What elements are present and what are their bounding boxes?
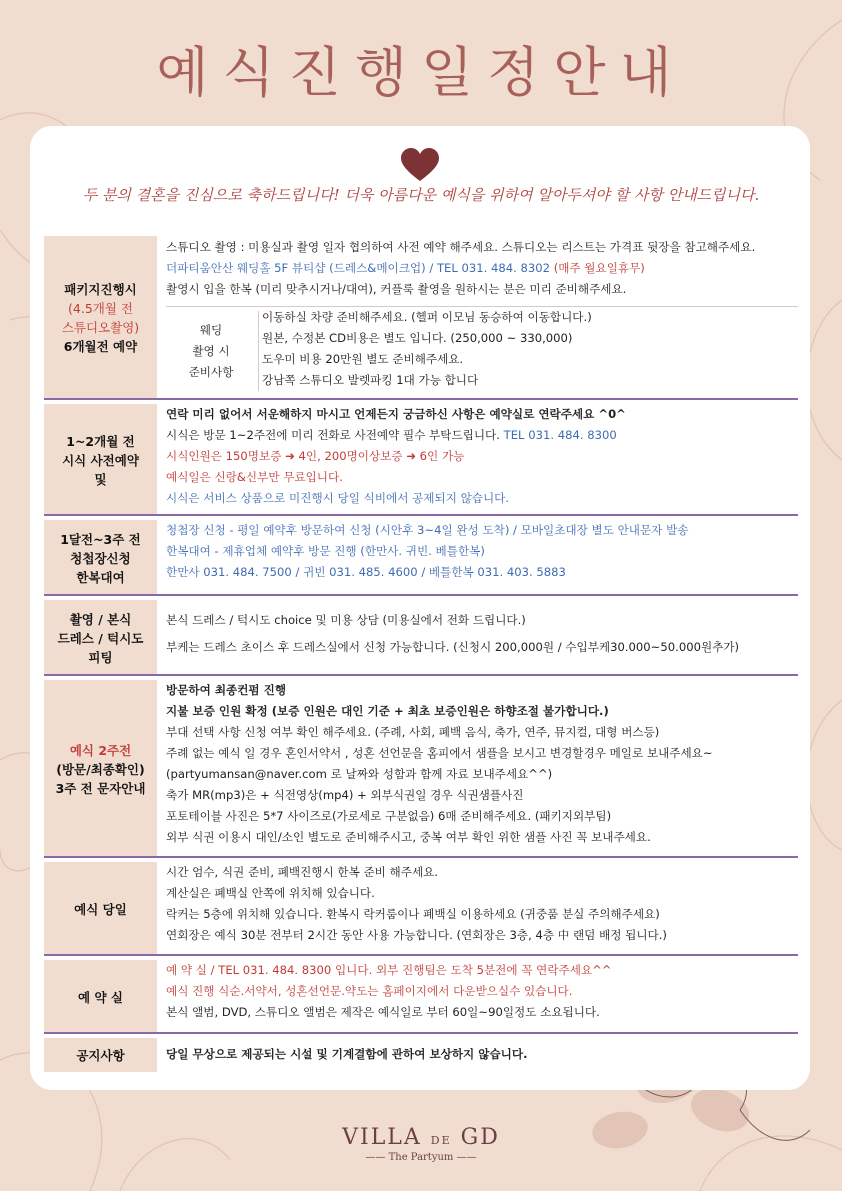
info-line: 예식 진행 식순.서약서, 성혼선언문.약도는 홈페이지에서 다운받으실수 있습니다. bbox=[166, 984, 573, 998]
label-line: 피팅 bbox=[88, 649, 113, 665]
label-line: 공지사항 bbox=[76, 1047, 125, 1063]
info-line: 부대 선택 사항 신청 여부 확인 해주세요. (주례, 사회, 폐백 음식, 축가, 연주, 뮤지컬, 대형 버스등) bbox=[166, 725, 660, 739]
info-line: 연회장은 예식 30분 전부터 2시간 동안 사용 가능합니다. (연회장은 3층, 4층 中 랜덤 배정 됩니다.) bbox=[166, 928, 667, 942]
info-text: 시식은 방문 1~2주전에 미리 전화로 사전예약 필수 부탁드립니다. bbox=[166, 428, 504, 442]
label-line: (4.5개월 전 bbox=[68, 301, 133, 316]
info-line: 축가 MR(mp3)은 + 식전영상(mp4) + 외부식권일 경우 식권샘플사진 bbox=[166, 788, 524, 802]
section-package bbox=[44, 236, 798, 400]
wedding-shoot-prep bbox=[166, 307, 798, 395]
section-content bbox=[166, 960, 798, 1023]
info-line: 스튜디오 촬영 : 미용실과 촬영 일자 협의하여 사전 예약 해주세요. 스튜디오는 리스트는 가격표 뒷장을 참고해주세요. bbox=[166, 240, 756, 254]
label-line: 촬영 / 본식 bbox=[69, 611, 132, 627]
section-content bbox=[166, 404, 798, 509]
info-line: 당일 무상으로 제공되는 시설 및 기계결함에 관하여 보상하지 않습니다. bbox=[166, 1047, 528, 1061]
info-line: 본식 드레스 / 턱시도 choice 및 미용 상담 (미용실에서 전화 드립니다.) bbox=[166, 613, 526, 627]
section-content bbox=[166, 610, 798, 658]
label-line: 스튜디오촬영) bbox=[61, 320, 140, 335]
section-notice bbox=[44, 1038, 798, 1072]
sub-label-line: 촬영 시 bbox=[192, 343, 230, 358]
heart-icon bbox=[400, 148, 440, 182]
label-line: 청첩장신청 bbox=[70, 550, 131, 566]
holiday-note: (매주 월요일휴무) bbox=[553, 261, 645, 275]
label-line: 6개월전 예약 bbox=[63, 339, 138, 354]
label-line: 한복대여 bbox=[76, 569, 125, 585]
info-line: 강남쪽 스튜디오 발렛파킹 1대 가능 합니다 bbox=[262, 373, 479, 387]
info-line: 시식은 서비스 상품으로 미진행시 당일 식비에서 공제되지 않습니다. bbox=[166, 491, 510, 505]
info-line: 부케는 드레스 초이스 후 드레스실에서 신청 가능합니다. (신청시 200,000원 / 수입부케30.000~50.000원추가) bbox=[166, 640, 740, 654]
section-label bbox=[44, 600, 157, 676]
section-content bbox=[166, 520, 798, 583]
info-line: 한복대여 - 제휴업체 예약후 방문 진행 (한만사. 귀빈. 베틀한복) bbox=[166, 544, 485, 558]
section-label bbox=[44, 960, 157, 1034]
info-line: 한만사 031. 484. 7500 / 귀빈 031. 485. 4600 / 베틀한복 031. 403. 5883 bbox=[166, 565, 566, 579]
logo-text-de: DE bbox=[430, 1134, 452, 1147]
info-text: 시식인원은 150명보증 bbox=[166, 449, 286, 463]
info-line: 도우미 비용 20만원 별도 준비해주세요. bbox=[262, 352, 464, 366]
info-line bbox=[166, 446, 798, 467]
info-text: 6인 가능 bbox=[416, 449, 465, 463]
label-line: 예 약 실 bbox=[78, 989, 123, 1005]
logo-text-villa: VILLA bbox=[342, 1125, 422, 1150]
info-line: 연락 미리 없어서 서운해하지 마시고 언제든지 궁금하신 사항은 예약실로 연락주세요 ^0^ bbox=[166, 407, 626, 421]
logo-subtitle-text: The Partyum bbox=[388, 1152, 454, 1163]
logo-subtitle: —— The Partyum —— bbox=[365, 1152, 477, 1163]
label-line: 예식 2주전 bbox=[69, 742, 132, 758]
beauty-shop-contact: 더파티움안산 웨딩홀 5F 뷰티샵 (드레스&메이크업) / TEL 031. 484. 8302 bbox=[166, 261, 554, 275]
info-line: 지불 보증 인원 확정 (보증 인원은 대인 기준 + 최초 보증인원은 하향조절 불가합니다.) bbox=[166, 704, 609, 718]
info-line: 예식일은 신랑&신부만 무료입니다. bbox=[166, 470, 343, 484]
section-label bbox=[44, 1038, 157, 1072]
sub-label bbox=[166, 307, 256, 395]
info-line: 청첩장 신청 - 평일 예약후 방문하여 신청 (시안후 3~4일 완성 도착) / 모바일초대장 별도 안내문자 발송 bbox=[166, 523, 689, 537]
info-line: 포토테이블 사진은 5*7 사이즈로(가로세로 구분없음) 6매 준비해주세요. (패키지외부팀) bbox=[166, 809, 612, 823]
section-final-confirmation bbox=[44, 680, 798, 858]
label-line: 1~2개월 전 bbox=[66, 433, 135, 449]
sub-label-line: 준비사항 bbox=[188, 364, 234, 379]
section-content bbox=[166, 236, 798, 395]
intro-message: 두 분의 결혼을 진심으로 축하드립니다! 더욱 아름다운 예식을 위하여 알아두셔야 할 사항 안내드립니다. bbox=[82, 186, 760, 204]
info-line bbox=[166, 425, 798, 446]
info-line: 원본, 수정본 CD비용은 별도 입니다. (250,000 ~ 330,000) bbox=[262, 331, 573, 345]
info-line: 계산실은 폐백실 안쪽에 위치해 있습니다. bbox=[166, 886, 375, 900]
arrow-icon: ➜ bbox=[406, 449, 416, 463]
venue-logo bbox=[0, 1125, 842, 1163]
info-line: 이동하실 차량 준비해주세요. (헬퍼 이모님 동승하여 이동합니다.) bbox=[262, 310, 592, 324]
label-line: 예식 당일 bbox=[74, 901, 127, 917]
info-line: 시간 엄수, 식권 준비, 폐백진행시 한복 준비 해주세요. bbox=[166, 865, 439, 879]
reservation-phone: TEL 031. 484. 8300 bbox=[503, 428, 617, 442]
section-tasting-reservation bbox=[44, 404, 798, 516]
section-label bbox=[44, 680, 157, 858]
info-line: 방문하여 최종컨펌 진행 bbox=[166, 683, 287, 697]
arrow-icon: ➜ bbox=[285, 449, 295, 463]
sub-label-line: 웨딩 bbox=[199, 322, 223, 337]
section-fitting bbox=[44, 600, 798, 676]
label-line: 및 bbox=[94, 471, 107, 487]
label-line: 시식 사전예약 bbox=[62, 452, 139, 468]
info-line: 외부 식권 이용시 대인/소인 별도로 준비해주시고, 중복 여부 확인 위한 샘플 사진 꼭 보내주세요. bbox=[166, 830, 651, 844]
logo-text-gd: GD bbox=[460, 1125, 500, 1150]
label-line: 패키지진행시 bbox=[64, 282, 137, 297]
section-reservation-office bbox=[44, 960, 798, 1034]
label-line: 드레스 / 턱시도 bbox=[57, 630, 144, 646]
label-line: 3주 전 문자안내 bbox=[55, 780, 146, 796]
section-content bbox=[166, 1044, 798, 1065]
info-line: 락커는 5층에 위치해 있습니다. 환복시 락커룸이나 폐백실 이용하세요 (귀중품 분실 주의해주세요) bbox=[166, 907, 660, 921]
section-label bbox=[44, 520, 157, 596]
info-line: 주례 없는 예식 일 경우 혼인서약서 , 성혼 선언문을 홈피에서 샘플을 보시고 변경할경우 메일로 보내주세요~ bbox=[166, 746, 713, 760]
info-text: 4인, 200명이상보증 bbox=[294, 449, 407, 463]
section-label bbox=[44, 236, 157, 400]
label-line: 1달전~3주 전 bbox=[60, 531, 141, 547]
section-label bbox=[44, 404, 157, 516]
info-line: (partyumansan@naver.com 로 날짜와 성함과 함께 자료 보내주세요^^) bbox=[166, 767, 553, 781]
section-invitation-hanbok bbox=[44, 520, 798, 596]
section-content bbox=[166, 680, 798, 848]
label-line: (방문/최종확인) bbox=[56, 761, 145, 777]
info-line: 본식 앨범, DVD, 스튜디오 앨범은 제작은 예식일로 부터 60일~90일정도 소요됩니다. bbox=[166, 1005, 600, 1019]
info-line bbox=[166, 258, 798, 279]
info-line: 촬영시 입을 한복 (미리 맞추시거나/대여), 커플룩 촬영을 원하시는 분은 미리 준비해주세요. bbox=[166, 282, 627, 296]
section-wedding-day bbox=[44, 862, 798, 956]
info-line: 예 약 실 / TEL 031. 484. 8300 입니다. 외부 진행팀은 도착 5분전에 꼭 연락주세요^^ bbox=[166, 963, 612, 977]
section-label bbox=[44, 862, 157, 956]
page-title: 예식진행일정안내 bbox=[156, 41, 686, 104]
section-content bbox=[166, 862, 798, 946]
